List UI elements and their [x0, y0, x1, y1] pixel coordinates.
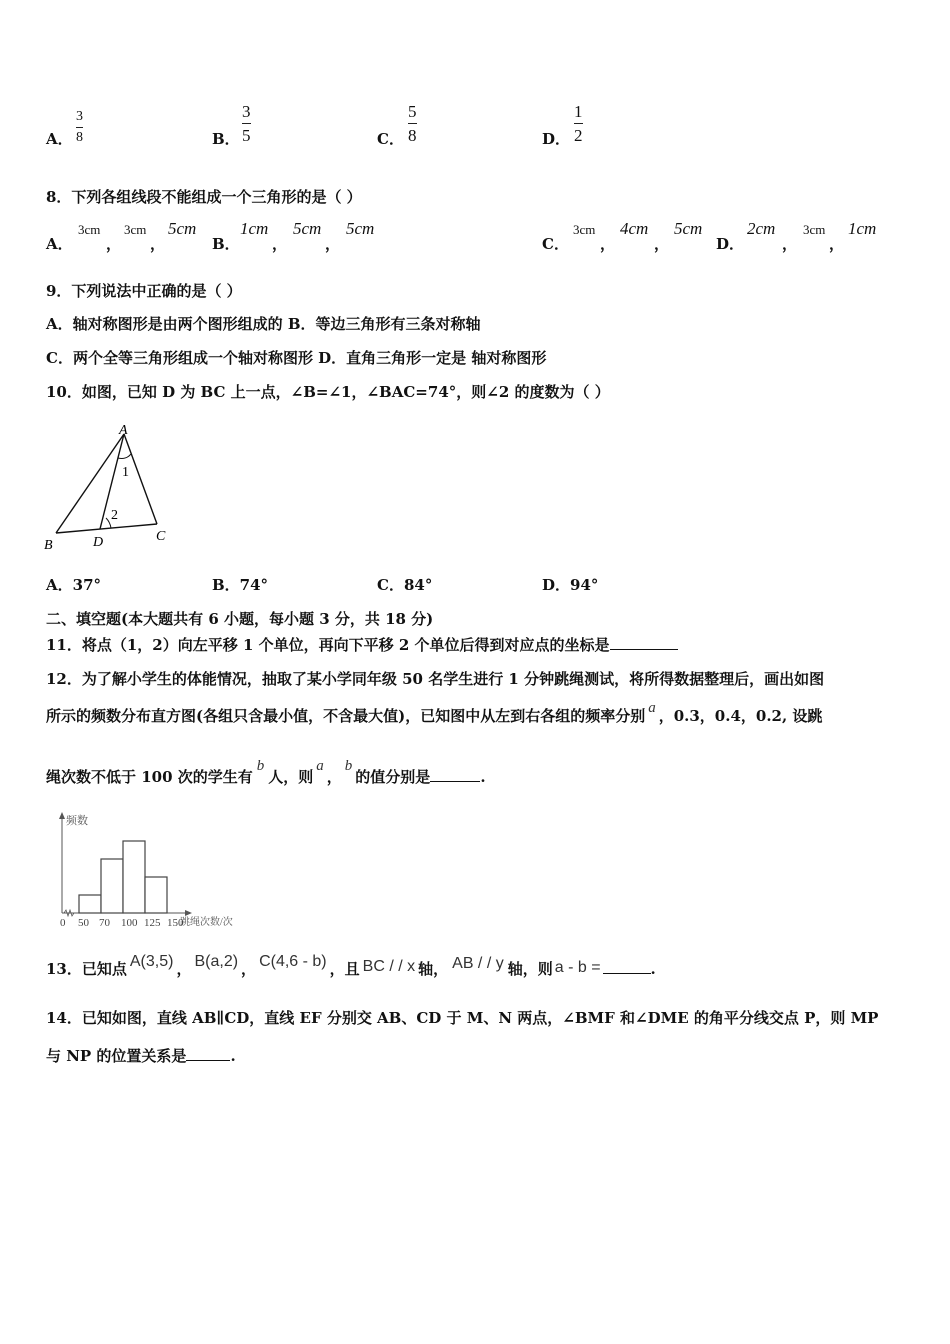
- q14-period: .: [230, 1047, 236, 1065]
- q10-triangle-figure: [40, 418, 180, 558]
- q8-b-value-1: 1cm: [240, 219, 269, 238]
- q8-c-value-2: 4cm: [620, 219, 649, 238]
- label-angle-2: 2: [111, 508, 118, 523]
- q13-point-a: A(3,5): [129, 953, 174, 970]
- q7-option-b-label: B．: [212, 130, 240, 148]
- histogram-bar-125-150: [145, 877, 167, 913]
- q8-c-sep-1: ，: [600, 235, 616, 253]
- histogram-bars: [79, 841, 167, 913]
- angle-1-arc: [118, 454, 131, 459]
- section-2-heading: 二、填空题(本大题共有 6 小题，每小题 3 分，共 18 分): [46, 610, 434, 628]
- q11-answer-blank[interactable]: [610, 649, 678, 650]
- q12-line-3-values-of: 的值分别是: [355, 768, 431, 786]
- q12-var-a: a: [648, 700, 656, 716]
- histogram-bar-50-70: [79, 895, 101, 913]
- histogram-tick-50: 50: [78, 917, 89, 929]
- q12-period: .: [480, 768, 486, 786]
- q9-options-ab: A．轴对称图形是由两个图形组成的 B．等边三角形有三条对称轴: [46, 315, 481, 333]
- q12-var-b: b: [256, 758, 265, 774]
- q13-period: .: [650, 960, 656, 978]
- histogram-tick-0: 0: [60, 917, 66, 929]
- label-angle-1: 1: [122, 465, 129, 480]
- histogram-tick-100: 100: [121, 917, 138, 929]
- q9-stem: 9．下列说法中正确的是（ ）: [46, 282, 242, 300]
- q12-line-1: 12．为了解小学生的体能情况，抽取了某小学同年级 50 名学生进行 1 分钟跳绳测试，将所得数据整理后，画出如图: [46, 670, 825, 688]
- q8-d-value-2: 3cm: [803, 222, 826, 237]
- histogram-tick-150: 150: [167, 917, 184, 929]
- q7-option-c-fraction: 5 8: [408, 102, 417, 145]
- q11-stem: 11．将点（1，2）向左平移 1 个单位，再向下平移 2 个单位后得到对应点的坐标是: [46, 636, 610, 654]
- q12-line-2-text: 所示的频数分布直方图(各组只含最小值，不含最大值)，已知图中从左到右各组的频率分别: [46, 707, 646, 725]
- q12-histogram: [44, 810, 259, 935]
- q13-and: 且: [344, 960, 360, 978]
- q8-b-value-3: 5cm: [346, 219, 375, 238]
- q10-option-d: D．94°: [542, 576, 599, 594]
- histogram-tick-125: 125: [144, 917, 161, 929]
- q8-option-d-label: D．: [716, 235, 745, 253]
- histogram-tick-70: 70: [99, 917, 110, 929]
- histogram-xlabel: 跳绳次数/次: [180, 917, 233, 928]
- q8-a-value-3: 5cm: [168, 219, 197, 238]
- q8-a-value-1: 3cm: [78, 222, 101, 237]
- label-d: D: [93, 535, 104, 550]
- q8-a-sep-2: ，: [150, 235, 166, 253]
- q12-var-b-2: b: [344, 758, 353, 774]
- q8-option-c-label: C．: [542, 235, 569, 253]
- q10-option-a: A．37°: [46, 576, 102, 594]
- q13-point-b: B(a,2): [194, 953, 239, 970]
- side-bc: [56, 524, 157, 533]
- q7-option-a-fraction: 3 8: [76, 109, 83, 145]
- q8-d-value-1: 2cm: [747, 219, 776, 238]
- q8-stem: 8．下列各组线段不能组成一个三角形的是（ ）: [46, 188, 362, 206]
- q8-option-a-label: A．: [46, 235, 73, 253]
- q8-c-value-1: 3cm: [573, 222, 596, 237]
- q12-comma: ，: [326, 768, 342, 786]
- q13-axis-1: 轴，: [418, 960, 449, 978]
- q7-option-b-fraction: 3 5: [242, 102, 251, 145]
- q7-option-a-label: A．: [46, 130, 73, 148]
- x-axis-arrow: [185, 910, 192, 916]
- q12-line-2: [46, 700, 823, 726]
- q13-sep-1: ，: [176, 960, 192, 978]
- q13-sep-2: ，: [241, 960, 257, 978]
- q13-sep-3: ，: [329, 960, 345, 978]
- q10-option-b: B．74°: [212, 576, 269, 594]
- q13-condition-ab: AB / / y: [452, 955, 504, 972]
- q8-b-value-2: 5cm: [293, 219, 322, 238]
- q7-option-d-label: D．: [542, 130, 571, 148]
- q13-answer-blank[interactable]: [603, 973, 651, 974]
- label-a: A: [119, 423, 128, 438]
- q8-d-value-3: 1cm: [848, 219, 877, 238]
- histogram-bar-100-125: [123, 841, 145, 913]
- q11-text: [46, 634, 678, 655]
- q13-point-c: C(4,6 - b): [259, 953, 327, 970]
- q12-line-3: [46, 758, 486, 787]
- q13-prefix: 13．已知点: [46, 960, 127, 978]
- q12-line-2-values: ，0.3，0.4，0.2, 设跳: [658, 707, 823, 725]
- q7-option-c-label: C．: [377, 130, 404, 148]
- label-c: C: [156, 529, 166, 544]
- q14-answer-blank[interactable]: [186, 1060, 230, 1061]
- q8-c-sep-2: ，: [654, 235, 670, 253]
- q8-d-sep-1: ，: [782, 235, 798, 253]
- q14-line-1: 14．已知如图，直线 AB∥CD，直线 EF 分别交 AB、CD 于 M、N 两点，∠BMF 和∠DME 的角平分线交点 P，则 MP: [46, 1009, 879, 1027]
- q12-answer-blank[interactable]: [430, 781, 480, 782]
- histogram-ylabel: 频数: [66, 815, 88, 827]
- q12-line-3-then: 人，则: [268, 768, 314, 786]
- q13-axis-2: 轴，则: [507, 960, 553, 978]
- q8-b-sep-1: ，: [272, 235, 288, 253]
- q8-b-sep-2: ，: [325, 235, 341, 253]
- q7-option-d-fraction: 1 2: [574, 102, 583, 145]
- q13-expression: a - b =: [554, 959, 601, 976]
- q14-line-2-text: 与 NP 的位置关系是: [46, 1047, 187, 1065]
- q14-line-2: [46, 1045, 236, 1066]
- q8-a-value-2: 3cm: [124, 222, 147, 237]
- label-b: B: [44, 538, 53, 553]
- histogram-bar-70-100: [101, 859, 123, 913]
- q13-condition-bc: BC / / x: [362, 958, 416, 975]
- q8-d-sep-2: ，: [829, 235, 845, 253]
- histogram-tick-labels: [60, 917, 184, 929]
- q8-a-sep-1: ，: [106, 235, 122, 253]
- q10-stem: 10．如图，已知 D 为 BC 上一点，∠B=∠1，∠BAC=74°，则∠2 的度数为（ ）: [46, 383, 610, 401]
- q8-c-value-3: 5cm: [674, 219, 703, 238]
- q10-option-c: C．84°: [377, 576, 433, 594]
- q13-text: [46, 953, 656, 979]
- q12-line-3-text: 绳次数不低于 100 次的学生有: [46, 768, 253, 786]
- y-axis-arrow: [59, 812, 65, 819]
- q12-var-a-2: a: [316, 758, 324, 774]
- q9-options-cd: C．两个全等三角形组成一个轴对称图形 D．直角三角形一定是 轴对称图形: [46, 349, 547, 367]
- q8-option-b-label: B．: [212, 235, 240, 253]
